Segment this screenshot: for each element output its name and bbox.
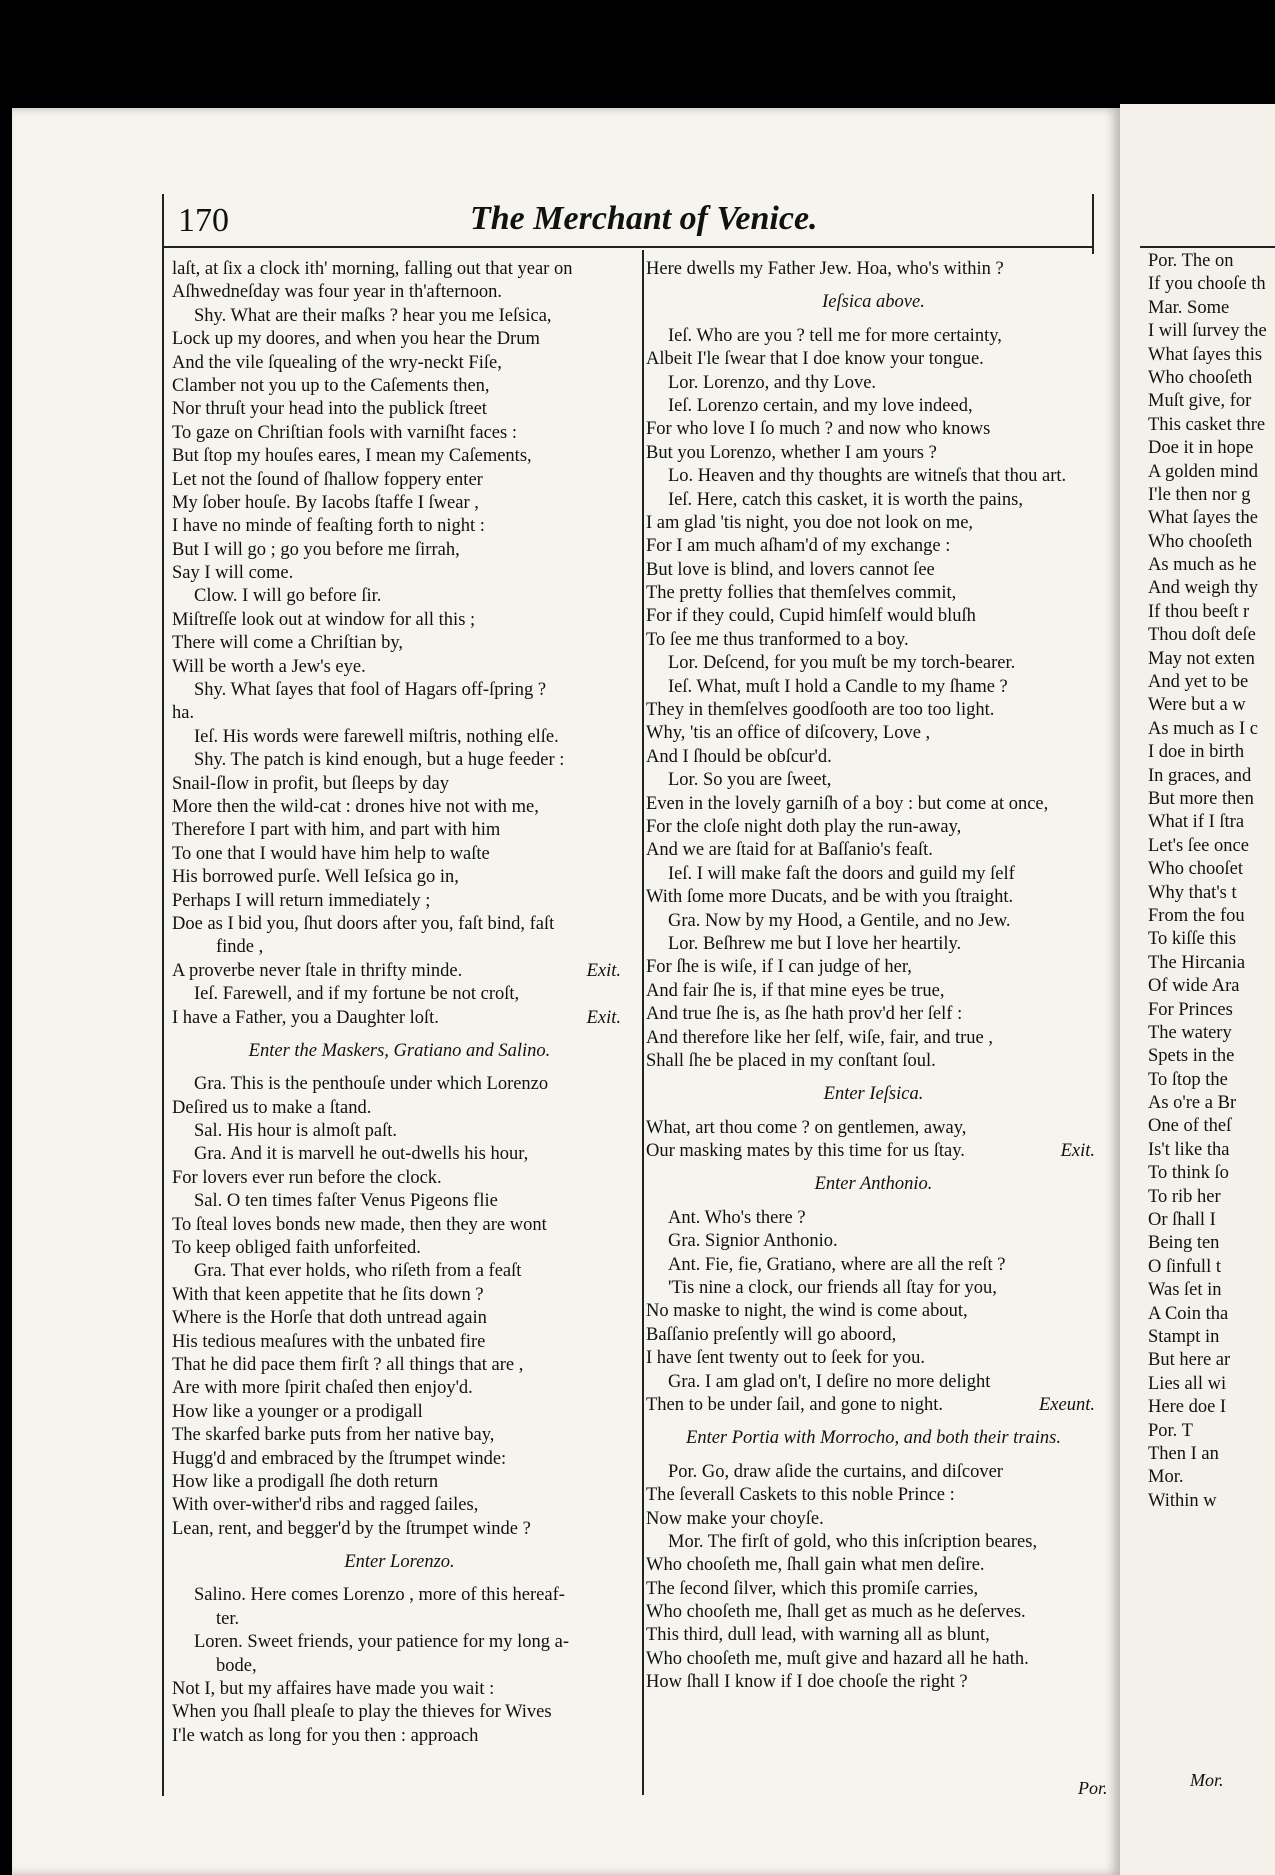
next-page-line: Por. The on	[1148, 251, 1234, 271]
verse-line	[646, 1140, 1101, 1163]
verse-line: Deſired us to make a ſtand.	[172, 1097, 372, 1118]
speech-line: Gra. And it is marvell he out-dwells his hour,	[194, 1144, 529, 1165]
verse-line: My ſober houſe. By Iacobs ſtaffe I ſwear ,	[172, 492, 479, 513]
running-title: The Merchant of Venice.	[470, 200, 818, 237]
next-page-line: Let's ſee once	[1148, 835, 1249, 856]
verse-line: How ſhall I know if I doe chooſe the right ?	[646, 1672, 968, 1693]
stage-direction: Enter the Maskers, Gratiano and Salino.	[248, 1040, 551, 1061]
verse-line: Lock up my doores, and when you hear the Drum	[172, 329, 540, 350]
verse-line: And the vile ſquealing of the wry-neckt Fiſe,	[172, 352, 502, 373]
speech-line: Ant. Who's there ?	[668, 1207, 806, 1228]
verse-line: That he did pace them firſt ? all things that are ,	[172, 1354, 524, 1375]
next-page-line: This casket thre	[1148, 414, 1266, 435]
verse-line: But you Lorenzo, whether I am yours ?	[646, 442, 937, 463]
verse-line: Doe as I bid you, ſhut doors after you, faſt bind, faſt	[172, 913, 555, 934]
verse-text: A proverbe never ſtale in thrifty minde.	[172, 960, 463, 981]
verse-line: Even in the lovely garniſh of a boy : but come at once,	[646, 793, 1049, 814]
next-page-line: I will ſurvey the	[1148, 321, 1267, 342]
page-header	[170, 200, 1095, 250]
next-page-line: What if I ſtra	[1148, 812, 1245, 833]
speech-line: Gra. Now by my Hood, a Gentile, and no Jew.	[668, 910, 1011, 931]
verse-line: And we are ſtaid for at Baſſanio's feaſt.	[646, 840, 933, 861]
verse-line: For who love I ſo much ? and now who knows	[646, 419, 991, 440]
verse-line: How like a prodigall ſhe doth return	[172, 1471, 439, 1492]
next-page-line: May not exten	[1148, 648, 1255, 669]
exit-direction: Exit.	[1060, 1141, 1095, 1162]
verse-line: finde ,	[216, 937, 264, 958]
verse-line: For if they could, Cupid himſelf would bluſh	[646, 606, 976, 627]
verse-line: Now make your choyſe.	[646, 1508, 824, 1529]
next-page-line: To ſtop the	[1148, 1069, 1228, 1090]
verse-line: For ſhe is wiſe, if I can judge of her,	[646, 957, 912, 978]
verse-line: When you ſhall pleaſe to play the thieves for Wives	[172, 1702, 552, 1723]
right-text-column	[646, 258, 1101, 1695]
stage-direction: Enter Lorenzo.	[344, 1552, 455, 1573]
next-page-line: Thou doſt deſe	[1148, 625, 1256, 646]
verse-line: More then the wild-cat : drones hive not with me,	[172, 796, 539, 817]
header-rule	[162, 246, 1094, 248]
speech-line: Shy. The patch is kind enough, but a huge feeder :	[194, 750, 565, 771]
verse-line: With ſome more Ducats, and be with you ſtraight.	[646, 887, 1014, 908]
verse-line: Lean, rent, and begger'd by the ſtrumpet winde ?	[172, 1518, 531, 1539]
next-page-line: As o're a Br	[1148, 1093, 1237, 1114]
verse-line: I have no minde of feaſting forth to night :	[172, 516, 485, 537]
verse-line: ha.	[172, 703, 195, 724]
verse-line: Perhaps I will return immediately ;	[172, 890, 431, 911]
verse-line: There will come a Chriſtian by,	[172, 633, 404, 654]
left-text-column	[172, 258, 627, 1748]
verse-line: For lovers ever run before the clock.	[172, 1167, 442, 1188]
verse-line: For the cloſe night doth play the run-away,	[646, 816, 962, 837]
speech-line: Ieſ. I will make faſt the doors and guild my ſelf	[668, 863, 1015, 884]
stage-direction: Enter Ieſsica.	[823, 1084, 924, 1105]
next-page-line: Muſt give, for	[1148, 391, 1252, 412]
speech-line: Gra. I am glad on't, I deſire no more delight	[668, 1371, 991, 1392]
verse-text: Our masking mates by this time for us ſtay.	[646, 1141, 965, 1162]
verse-line: But ſtop my houſes eares, I mean my Caſements,	[172, 446, 532, 467]
verse-line: ter.	[216, 1608, 240, 1629]
verse-line: Will be worth a Jew's eye.	[172, 656, 366, 677]
verse-line: Aſhwedneſday was four year in th'afternoon.	[172, 282, 503, 303]
verse-line: And fair ſhe is, if that mine eyes be true,	[646, 980, 945, 1001]
verse-line: Where is the Horſe that doth untread again	[172, 1308, 487, 1329]
next-page-line: But here ar	[1148, 1350, 1231, 1371]
speech-line: Ieſ. His words were farewell miſtris, nothing elſe.	[194, 726, 559, 747]
speech-line: Sal. O ten times faſter Venus Pigeons flie	[194, 1191, 498, 1212]
speech-line: Gra. Signior Anthonio.	[668, 1231, 838, 1252]
verse-line: To gaze on Chriſtian fools with varniſht faces :	[172, 422, 517, 443]
next-page-line: Por. T	[1148, 1420, 1193, 1441]
verse-line: The skarfed barke puts from her native bay,	[172, 1425, 495, 1446]
next-page-line: A golden mind	[1148, 461, 1258, 482]
verse-line: Snail-ſlow in profit, but ſleeps by day	[172, 773, 449, 794]
next-page-line: If you chooſe th	[1148, 274, 1266, 295]
frame-right-rule	[1092, 194, 1094, 254]
next-page-line: As much as I c	[1148, 718, 1258, 739]
verse-line: The ſeverall Caskets to this noble Prince :	[646, 1485, 955, 1506]
speech-line: Ieſ. Lorenzo certain, and my love indeed,	[668, 395, 973, 416]
next-page-line: O ſinfull t	[1148, 1256, 1221, 1277]
verse-line	[172, 960, 627, 983]
next-page-line: Is't like tha	[1148, 1139, 1230, 1160]
verse-line: Let not the ſound of ſhallow foppery enter	[172, 469, 483, 490]
verse-text: Then to be under ſail, and gone to night.	[646, 1394, 943, 1415]
speech-line: Mor. The firſt of gold, who this inſcription beares,	[668, 1531, 1038, 1552]
next-page-line: But more then	[1148, 788, 1254, 809]
verse-line: For I am much aſham'd of my exchange :	[646, 536, 951, 557]
next-page-line: Mor.	[1148, 1467, 1184, 1488]
verse-line: But love is blind, and lovers cannot ſee	[646, 559, 935, 580]
next-page-line: Who chooſeth	[1148, 531, 1253, 552]
verse-line: The ſecond ſilver, which this promiſe carries,	[646, 1578, 979, 1599]
verse-line: Who chooſeth me, ſhall gain what men deſire.	[646, 1555, 985, 1576]
verse-line: And I ſhould be obſcur'd.	[646, 746, 832, 767]
next-page-line: From the fou	[1148, 905, 1245, 926]
verse-text: I have a Father, you a Daughter loſt.	[172, 1007, 439, 1028]
catchword: Por.	[1078, 1778, 1108, 1798]
next-page-line: If thou beeſt r	[1148, 601, 1250, 622]
verse-line: And therefore like her ſelf, wiſe, fair, and true ,	[646, 1027, 994, 1048]
verse-line: I have ſent twenty out to ſeek for you.	[646, 1348, 925, 1369]
verse-line	[172, 1007, 627, 1030]
verse-line: With over-wither'd ribs and ragged ſailes,	[172, 1495, 479, 1516]
next-page-line: Of wide Ara	[1148, 976, 1240, 997]
next-page-line: I doe in birth	[1148, 742, 1245, 763]
exit-direction: Exeunt.	[1039, 1394, 1095, 1415]
verse-line: Who chooſeth me, muſt give and hazard all he hath.	[646, 1648, 1029, 1669]
next-page-line: And yet to be	[1148, 672, 1249, 693]
next-page-line: To think ſo	[1148, 1163, 1229, 1184]
next-page-line: Doe it in hope	[1148, 438, 1254, 459]
speech-line: Lor. Lorenzo, and thy Love.	[668, 372, 877, 393]
next-page-header-rule	[1140, 246, 1275, 248]
speech-line: Ant. Fie, fie, Gratiano, where are all the reſt ?	[668, 1254, 1006, 1275]
speech-line: Lor. Beſhrew me but I love her heartily.	[668, 933, 962, 954]
next-page-line: The Hircania	[1148, 952, 1246, 973]
next-page-catchword: Mor.	[1190, 1770, 1224, 1790]
next-page-line: Lies all wi	[1148, 1373, 1227, 1394]
speech-line: Lo. Heaven and thy thoughts are witneſs that thou art.	[668, 466, 1067, 487]
verse-line: Why, 'tis an office of diſcovery, Love ,	[646, 723, 931, 744]
verse-line: I'le watch as long for you then : approach	[172, 1725, 479, 1746]
verse-line: Not I, but my affaires have made you wait :	[172, 1679, 495, 1700]
speech-line: Ieſ. What, muſt I hold a Candle to my ſhame ?	[668, 676, 1008, 697]
verse-line: With that keen appetite that he ſits down ?	[172, 1284, 484, 1305]
verse-line: To ſteal loves bonds new made, then they are wont	[172, 1214, 547, 1235]
speech-line: Lor. So you are ſweet,	[668, 770, 832, 791]
stage-direction: Ieſsica above.	[822, 292, 925, 313]
verse-line: I am glad 'tis night, you doe not look on me,	[646, 512, 974, 533]
stage-direction: Enter Anthonio.	[814, 1174, 933, 1195]
verse-line: No maske to night, the wind is come about,	[646, 1301, 968, 1322]
next-page-line: Why that's t	[1148, 882, 1237, 903]
verse-line: bode,	[216, 1655, 257, 1676]
verse-line: But I will go ; go you before me ſirrah,	[172, 539, 460, 560]
next-page-line: Who chooſet	[1148, 859, 1244, 880]
verse-line: His tedious meaſures with the unbated fire	[172, 1331, 486, 1352]
next-page-line: Stampt in	[1148, 1326, 1220, 1347]
speech-line: Clow. I will go before ſir.	[194, 586, 382, 607]
next-page-line: In graces, and	[1148, 765, 1252, 786]
speech-line: Lor. Deſcend, for you muſt be my torch-bearer.	[668, 653, 1016, 674]
verse-line: How like a younger or a prodigall	[172, 1401, 423, 1422]
frame-left-rule	[162, 194, 164, 1796]
verse-line: The pretty follies that themſelves commit,	[646, 583, 957, 604]
next-page-line: Spets in the	[1148, 1046, 1235, 1067]
verse-line: Therefore I part with him, and part with him	[172, 820, 501, 841]
speech-line: Salino. Here comes Lorenzo , more of this hereaf-	[194, 1585, 565, 1606]
speech-line: Ieſ. Here, catch this casket, it is worth the pains,	[668, 489, 1023, 510]
verse-line: Nor thruſt your head into the publick ſtreet	[172, 399, 487, 420]
speech-line: Ieſ. Farewell, and if my fortune be not croſt,	[194, 984, 520, 1005]
speech-line: Gra. That ever holds, who riſeth from a feaſt	[194, 1261, 522, 1282]
verse-line: Miſtreſſe look out at window for all this ;	[172, 609, 476, 630]
next-page-line: Who chooſeth	[1148, 367, 1253, 388]
verse-line	[646, 1394, 1101, 1417]
stage-direction: Enter Portia with Morrocho, and both their trains.	[686, 1428, 1061, 1449]
next-page-line: Then I an	[1148, 1443, 1219, 1464]
verse-line: To keep obliged faith unforfeited.	[172, 1238, 421, 1259]
verse-line: This third, dull lead, with warning all as blunt,	[646, 1625, 990, 1646]
next-page-line: And weigh thy	[1148, 578, 1258, 599]
verse-line: Shall ſhe be placed in my conſtant ſoul.	[646, 1050, 936, 1071]
exit-direction: Exit.	[586, 1007, 621, 1028]
speech-line: Ieſ. Who are you ? tell me for more certainty,	[668, 325, 1002, 346]
verse-line: Hugg'd and embraced by the ſtrumpet winde:	[172, 1448, 507, 1469]
page-number: 170	[178, 202, 229, 239]
next-page-line: Was ſet in	[1148, 1280, 1222, 1301]
next-page-line: Were but a w	[1148, 695, 1246, 716]
next-page-line: Here doe I	[1148, 1397, 1227, 1418]
exit-direction: Exit.	[586, 960, 621, 981]
next-page-line: I'le then nor g	[1148, 484, 1251, 505]
verse-line: What, art thou come ? on gentlemen, away,	[646, 1117, 967, 1138]
next-page-line: One of theſ	[1148, 1116, 1232, 1137]
next-page-text-column	[1148, 250, 1275, 1513]
verse-line: To ſee me thus tranformed to a boy.	[646, 629, 909, 650]
verse-line: Who chooſeth me, ſhall get as much as he deſerves.	[646, 1602, 1026, 1623]
verse-line: To one that I would have him help to waſte	[172, 843, 490, 864]
next-page-line: To kiſſe this	[1148, 929, 1237, 950]
verse-line: Say I will come.	[172, 563, 294, 584]
verse-line: Clamber not you up to the Caſements then,	[172, 375, 490, 396]
speech-line: Sal. His hour is almoſt paſt.	[194, 1121, 397, 1142]
column-divider	[642, 250, 644, 1795]
next-page-line: Mar. Some	[1148, 297, 1230, 318]
verse-line: Albeit I'le ſwear that I doe know your tongue.	[646, 349, 984, 370]
next-page-line: To rib her	[1148, 1186, 1221, 1207]
speech-line: Shy. What ſayes that fool of Hagars off-ſpring ?	[194, 680, 547, 701]
next-page-line: For Princes	[1148, 999, 1233, 1020]
verse-line: laſt, at ſix a clock ith' morning, falling out that year on	[172, 259, 573, 279]
speech-line: 'Tis nine a clock, our friends all ſtay for you,	[668, 1278, 997, 1299]
speech-line: Loren. Sweet friends, your patience for my long a-	[194, 1632, 570, 1653]
next-page-line: Being ten	[1148, 1233, 1220, 1254]
verse-line: His borrowed purſe. Well Ieſsica go in,	[172, 867, 459, 888]
next-page-line: Within w	[1148, 1490, 1217, 1511]
next-page-line: A Coin tha	[1148, 1303, 1229, 1324]
speech-line: Gra. This is the penthouſe under which Lorenzo	[194, 1074, 549, 1095]
next-page-line: The watery	[1148, 1022, 1232, 1043]
verse-line: And true ſhe is, as ſhe hath prov'd her ſelf :	[646, 1004, 963, 1025]
verse-line: Are with more ſpirit chaſed then enjoy'd.	[172, 1378, 473, 1399]
speech-line: Shy. What are their maſks ? hear you me Ieſsica,	[194, 305, 552, 326]
verse-line: Baſſanio preſently will go aboord,	[646, 1324, 897, 1345]
verse-line: They in themſelves goodſooth are too too light.	[646, 700, 995, 721]
next-page-line: Or ſhall I	[1148, 1210, 1216, 1231]
next-page-line: What ſayes the	[1148, 508, 1258, 529]
next-page-line: What ſayes this	[1148, 344, 1263, 365]
verse-line: Here dwells my Father Jew. Hoa, who's within ?	[646, 259, 1004, 279]
next-page-line: As much as he	[1148, 555, 1257, 576]
speech-line: Por. Go, draw aſide the curtains, and diſcover	[668, 1461, 1003, 1482]
